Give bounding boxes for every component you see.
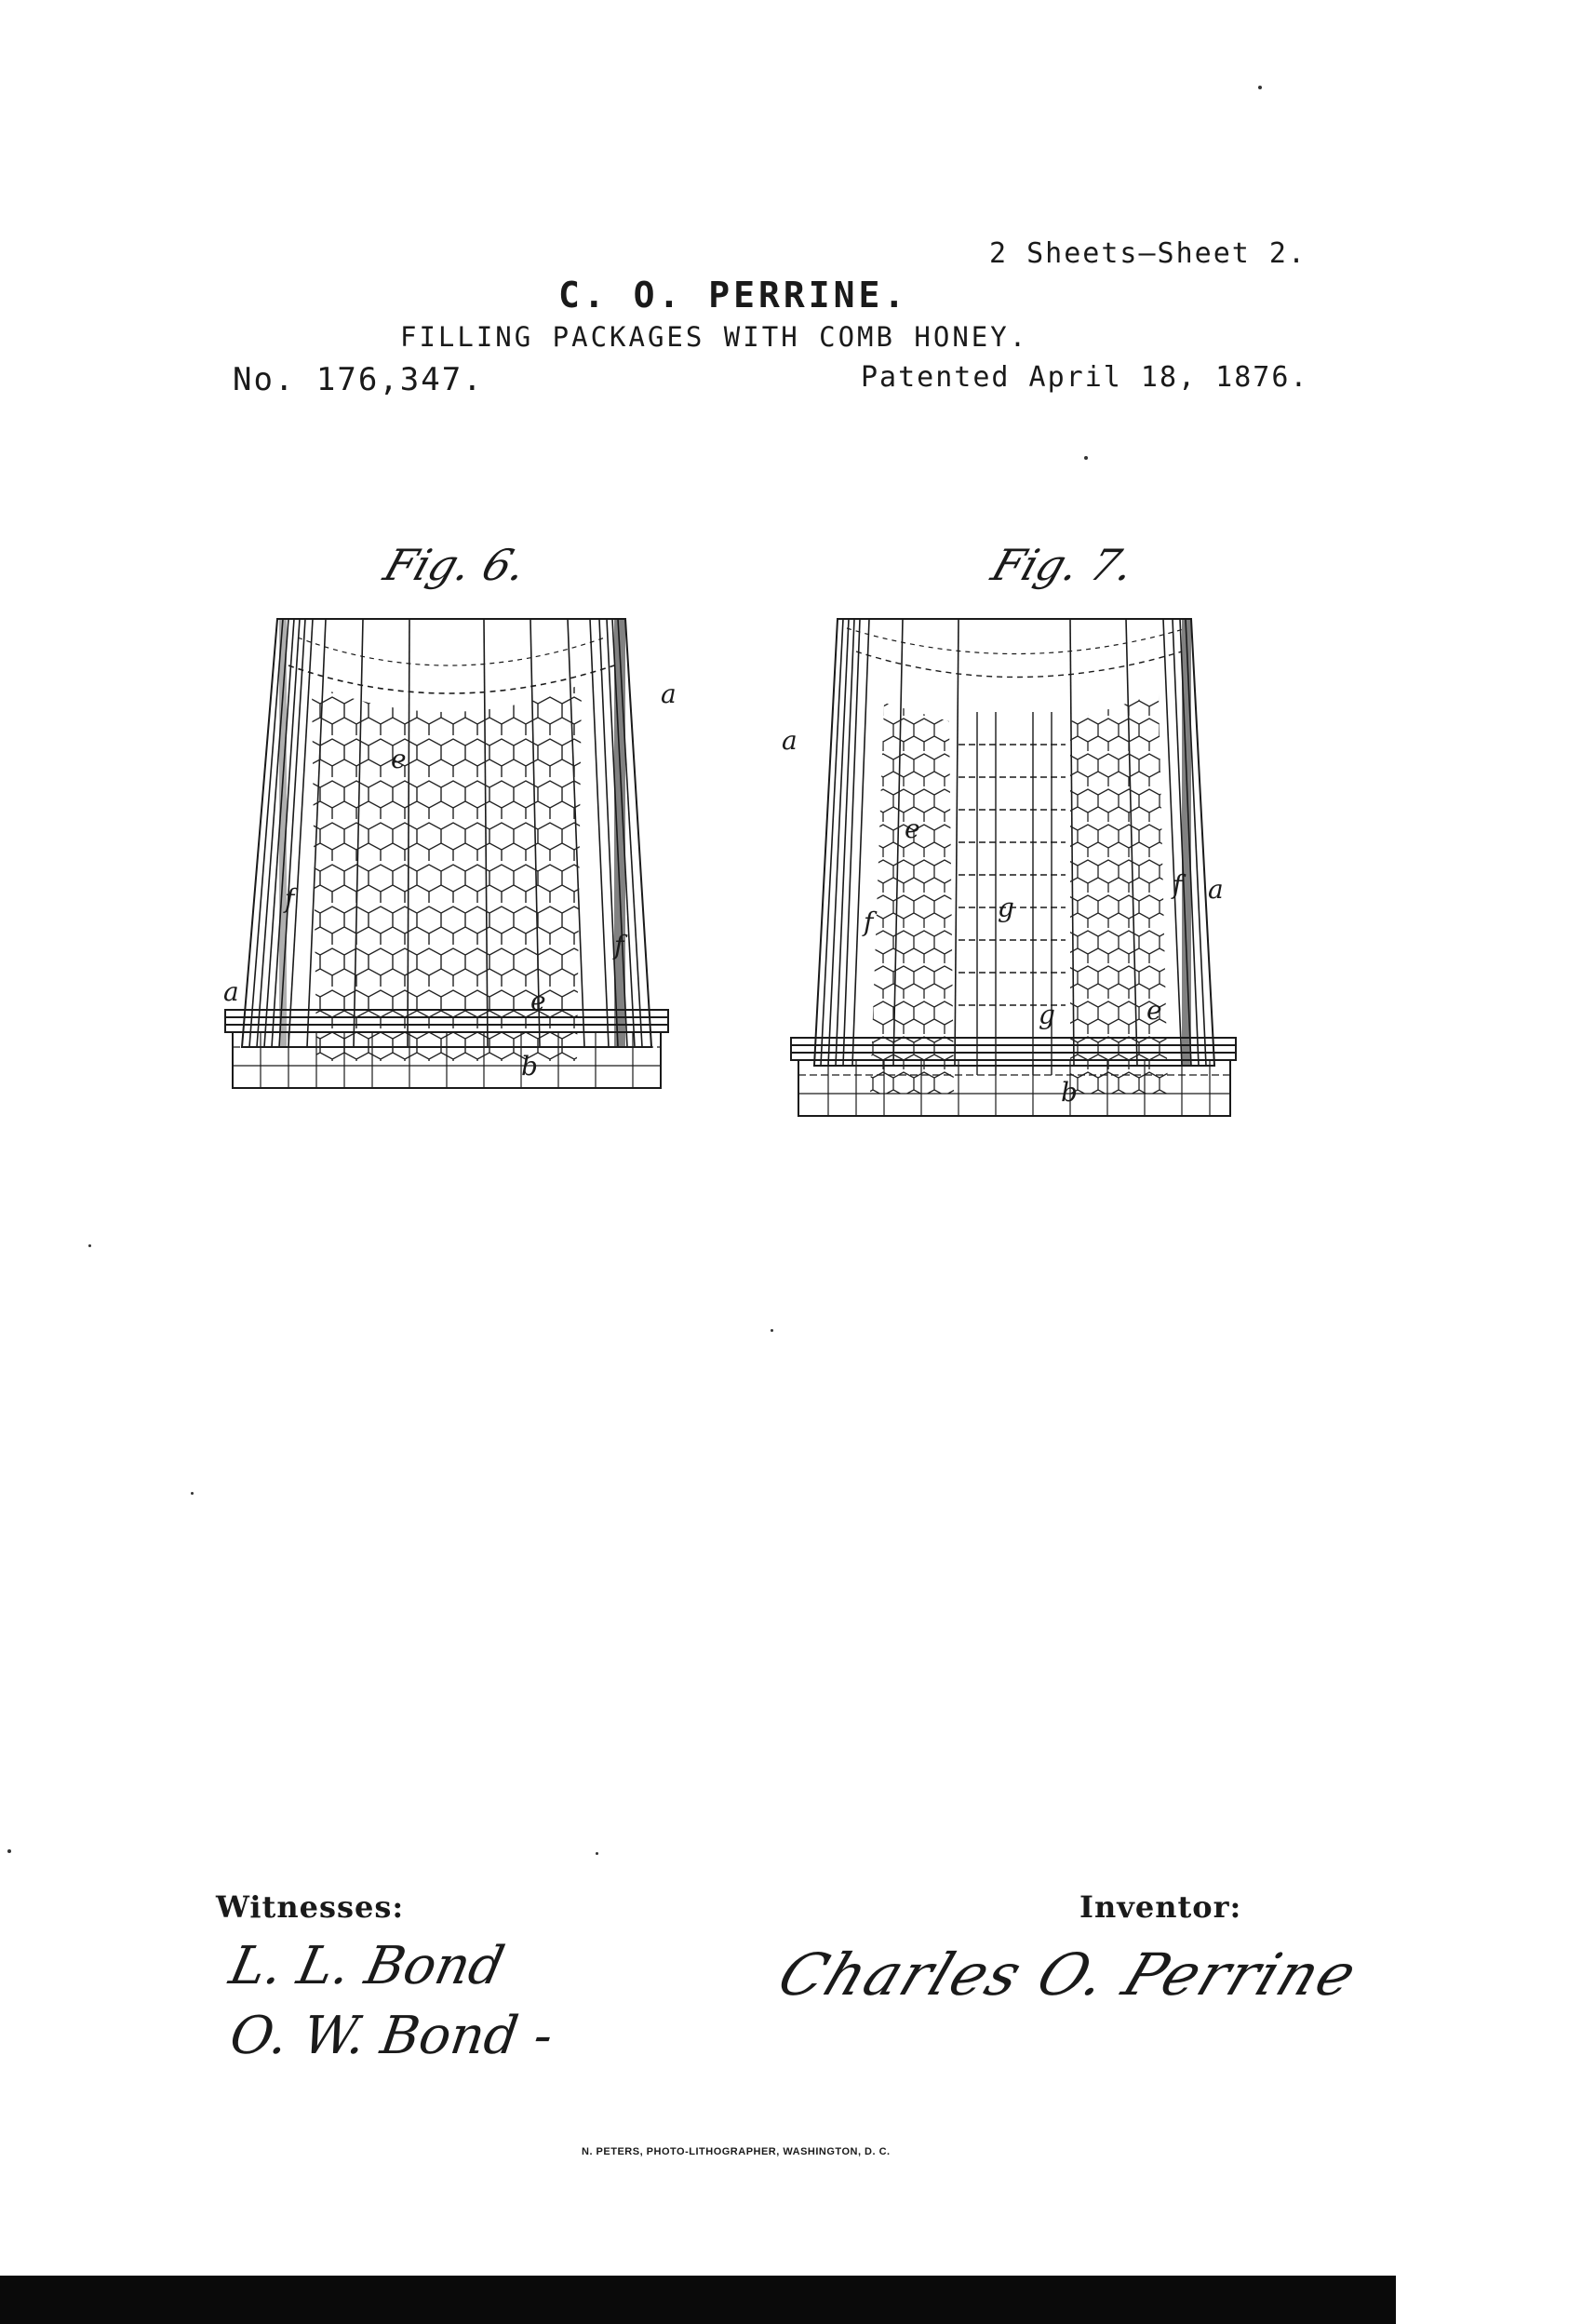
fig6-ref-e1: e — [391, 744, 407, 774]
inventor-name-heading: C. O. PERRINE. — [558, 275, 909, 316]
fig7-ref-a-right: a — [1208, 874, 1224, 905]
fig7-ref-a-left: a — [782, 725, 798, 756]
scan-speck — [1084, 456, 1088, 460]
scan-bottom-bar — [0, 2276, 1396, 2324]
fig7-ref-e2: e — [1146, 995, 1162, 1026]
patent-number: No. 176,347. — [233, 361, 484, 398]
scan-speck — [191, 1492, 194, 1495]
fig7-base-band — [791, 1038, 1236, 1116]
fig7-ref-f-left: f — [864, 907, 874, 937]
fig7-ref-g2: g — [1039, 1000, 1055, 1030]
fig7-ref-b: b — [1061, 1077, 1078, 1108]
fig7-honeycomb-right — [1061, 684, 1173, 1103]
figure-6-label: Fig. 6. — [378, 540, 533, 590]
fig7-ref-g1: g — [998, 893, 1014, 923]
fig7-ref-e1: e — [905, 813, 920, 844]
fig6-ref-b: b — [521, 1051, 538, 1081]
figure-7-label: Fig. 7. — [985, 540, 1141, 590]
witness-signature-1: L. L. Bond — [224, 1936, 510, 1996]
inventor-signature: Charles O. Perrine — [769, 1941, 1368, 2008]
fig7-honeycomb-left — [865, 684, 968, 1103]
figure-7-drawing — [782, 610, 1238, 1131]
inventor-label: Inventor: — [1079, 1889, 1242, 1925]
fig6-ref-a-top: a — [661, 678, 677, 709]
witnesses-label: Witnesses: — [216, 1889, 405, 1925]
scan-speck — [88, 1244, 91, 1247]
scan-speck — [596, 1852, 598, 1855]
witness-signature-2: O. W. Bond - — [226, 2006, 556, 2066]
fig6-ref-e2: e — [530, 986, 546, 1016]
fig7-ref-f-right: f — [1173, 869, 1183, 900]
scan-speck — [7, 1849, 11, 1853]
patent-date: Patented April 18, 1876. — [861, 361, 1309, 394]
fig6-ref-f-left: f — [285, 883, 295, 914]
fig6-base-grid — [233, 1032, 661, 1088]
lithographer-credit: N. PETERS, PHOTO-LITHOGRAPHER, WASHINGTON, D. C. — [582, 2146, 891, 2157]
scan-speck — [1258, 86, 1262, 89]
scan-speck — [771, 1329, 773, 1332]
figure-6-drawing — [223, 610, 677, 1131]
patent-title: FILLING PACKAGES WITH COMB HONEY. — [400, 321, 1029, 353]
sheet-count: 2 Sheets—Sheet 2. — [989, 237, 1307, 270]
fig6-ref-f-right: f — [614, 930, 624, 960]
fig6-ref-a-left: a — [223, 976, 239, 1007]
fig6-honeycomb — [298, 665, 596, 1066]
